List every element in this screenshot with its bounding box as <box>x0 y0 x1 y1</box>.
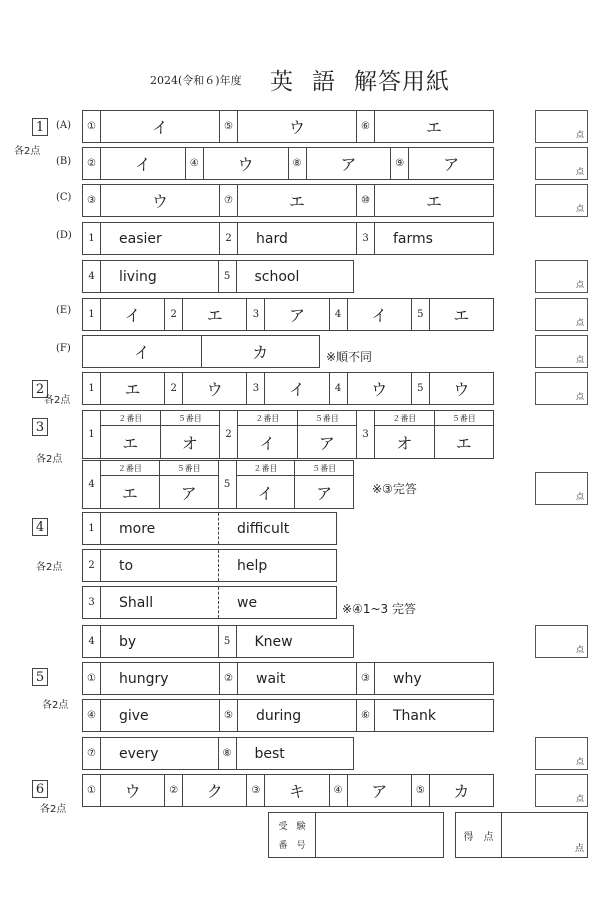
item-number: ② <box>83 148 101 179</box>
answer-value: イ <box>259 433 276 453</box>
answer-cell[interactable]: イ <box>101 148 186 179</box>
answer-cell[interactable]: ア <box>443 155 460 174</box>
answer-cell[interactable]: イ <box>101 111 220 142</box>
part-label: (F) <box>56 343 71 354</box>
answer-cell[interactable]: ウ <box>183 373 247 404</box>
header-2nd: ２番目 <box>375 411 434 426</box>
item-number: 3 <box>247 373 265 404</box>
answer-cell[interactable]: during <box>238 700 357 731</box>
answer-cell[interactable]: difficult <box>237 520 290 537</box>
item-number: 5 <box>412 373 430 404</box>
note: ※順不同 <box>326 350 373 364</box>
item-number: 3 <box>247 299 265 330</box>
item-number: ② <box>220 663 238 694</box>
answer-cell[interactable]: give <box>101 700 220 731</box>
score-unit: 点 <box>576 492 584 501</box>
answer-cell[interactable]: school <box>254 268 300 285</box>
answer-cell[interactable]: wait <box>238 663 357 694</box>
points-note: 各2点 <box>36 454 63 465</box>
question-number: 5 <box>32 668 48 686</box>
answer-row <box>82 298 494 331</box>
title-part: 英 <box>270 69 294 95</box>
note: ※④1~3 完答 <box>342 602 416 616</box>
answer-cell[interactable]: Shall <box>101 587 219 618</box>
answer-cell[interactable]: why <box>393 670 422 687</box>
answer-row <box>82 147 494 180</box>
item-number: ⑤ <box>412 775 430 806</box>
answer-cell[interactable]: hungry <box>101 663 220 694</box>
answer-value: オ <box>181 433 198 453</box>
answer-cell[interactable]: ウ <box>204 148 289 179</box>
header-2nd: ２番目 <box>101 461 159 476</box>
answer-value: エ <box>121 483 138 503</box>
item-number: ③ <box>83 185 101 216</box>
answer-cell[interactable]: イ <box>83 336 202 367</box>
answer-row <box>82 184 494 217</box>
points-note: 各2点 <box>36 562 63 573</box>
item-number: ③ <box>247 775 265 806</box>
item-number: 2 <box>220 223 238 254</box>
title-part: 解答用紙 <box>354 69 450 95</box>
score-unit: 点 <box>576 318 584 327</box>
reorder-row <box>82 410 494 459</box>
exam-number-input[interactable] <box>316 813 443 857</box>
item-number: ⑥ <box>357 111 375 142</box>
score-unit: 点 <box>576 280 584 289</box>
answer-cell[interactable]: best <box>254 745 285 762</box>
item-number: 1 <box>83 411 101 458</box>
question-number: 3 <box>32 418 48 436</box>
answer-cell[interactable]: イ <box>101 299 165 330</box>
item-number: 2 <box>165 299 183 330</box>
item-number: 4 <box>83 461 101 508</box>
score-box[interactable] <box>535 298 588 331</box>
score-box[interactable] <box>535 184 588 217</box>
question-number: 2 <box>32 380 48 398</box>
answer-cell[interactable]: ウ <box>101 775 165 806</box>
answer-cell-2nd[interactable] <box>101 411 161 458</box>
answer-cell[interactable]: we <box>237 594 258 611</box>
answer-row <box>82 260 354 293</box>
answer-cell[interactable]: easier <box>101 223 220 254</box>
exam-number-label-1: 受 験 <box>278 822 306 832</box>
part-label: (C) <box>56 192 72 203</box>
part-label: (E) <box>56 305 72 316</box>
item-number: 3 <box>357 223 375 254</box>
item-number: 5 <box>412 299 430 330</box>
answer-cell[interactable]: ク <box>183 775 247 806</box>
answer-cell-5th[interactable] <box>160 461 219 508</box>
item-number: 1 <box>83 373 101 404</box>
answer-cell[interactable]: エ <box>183 299 247 330</box>
answer-cell[interactable]: エ <box>425 118 442 137</box>
part-label: (B) <box>56 156 72 167</box>
note: ※③完答 <box>372 482 417 496</box>
question-number: 4 <box>32 518 48 536</box>
item-number: ⑥ <box>357 700 375 731</box>
score-box[interactable] <box>535 147 588 180</box>
item-number: 2 <box>220 411 238 458</box>
answer-cell[interactable]: エ <box>425 192 442 211</box>
answer-cell[interactable]: ウ <box>238 111 357 142</box>
item-number: ⑧ <box>219 738 237 769</box>
score-box[interactable] <box>535 110 588 143</box>
score-unit: 点 <box>576 204 584 213</box>
answer-value: オ <box>396 433 413 453</box>
total-score-input[interactable] <box>502 813 587 857</box>
item-number: ⑦ <box>220 185 238 216</box>
item-number: 4 <box>330 299 348 330</box>
answer-cell-5th[interactable] <box>295 461 353 508</box>
item-number: ⑤ <box>220 111 238 142</box>
item-number: ⑧ <box>289 148 307 179</box>
answer-cell[interactable]: every <box>101 738 219 769</box>
header-2nd: ２番目 <box>101 411 160 426</box>
score-box[interactable] <box>535 737 588 770</box>
score-unit: 点 <box>576 130 584 139</box>
answer-cell-2nd[interactable] <box>101 461 160 508</box>
title-part: 語 <box>312 69 336 95</box>
item-number: ⑩ <box>357 185 375 216</box>
header-5th: ５番目 <box>160 461 218 476</box>
answer-row <box>82 549 337 582</box>
item-number: 5 <box>219 626 237 657</box>
answer-cell-5th[interactable] <box>161 411 221 458</box>
item-number: ① <box>83 775 101 806</box>
answer-cell[interactable]: エ <box>238 185 357 216</box>
answer-row <box>82 662 494 695</box>
item-number: ⑤ <box>220 700 238 731</box>
question-number: 1 <box>32 118 48 136</box>
answer-cell[interactable]: more <box>101 513 219 544</box>
score-unit: 点 <box>576 794 584 803</box>
total-score-unit: 点 <box>574 844 584 854</box>
answer-row <box>82 699 494 732</box>
item-number: 2 <box>165 373 183 404</box>
item-number: ④ <box>83 700 101 731</box>
item-number: 3 <box>357 411 375 458</box>
answer-cell[interactable]: Knew <box>254 633 293 650</box>
page-title <box>270 63 468 96</box>
answer-row <box>82 774 494 807</box>
answer-cell[interactable]: farms <box>393 230 433 247</box>
answer-row <box>82 335 320 368</box>
header-5th: ５番目 <box>435 411 494 426</box>
answer-row <box>82 110 494 143</box>
answer-cell[interactable]: イ <box>348 299 412 330</box>
item-number: 4 <box>83 626 101 657</box>
answer-row <box>82 512 337 545</box>
answer-cell[interactable]: hard <box>238 223 357 254</box>
exam-number-label <box>269 813 316 857</box>
header-2nd: ２番目 <box>238 411 297 426</box>
answer-cell-2nd[interactable] <box>375 411 435 458</box>
answer-cell[interactable]: living <box>101 261 219 292</box>
answer-cell[interactable]: ウ <box>348 373 412 404</box>
answer-cell-5th[interactable] <box>435 411 494 458</box>
answer-cell[interactable]: エ <box>101 373 165 404</box>
answer-value: ア <box>316 483 333 503</box>
item-number: ① <box>83 663 101 694</box>
item-number: 4 <box>83 261 101 292</box>
item-number: 4 <box>330 373 348 404</box>
answer-cell[interactable]: ウ <box>453 380 470 399</box>
points-note: 各2点 <box>44 395 71 406</box>
answer-cell[interactable]: help <box>237 557 268 574</box>
item-number: ② <box>165 775 183 806</box>
score-unit: 点 <box>576 757 584 766</box>
answer-value: イ <box>257 483 274 503</box>
points-note: 各2点 <box>40 804 67 815</box>
score-unit: 点 <box>576 355 584 364</box>
answer-cell[interactable]: カ <box>453 782 470 801</box>
answer-cell[interactable]: カ <box>252 343 269 362</box>
answer-row <box>82 625 354 658</box>
total-score-box <box>455 812 588 858</box>
answer-cell[interactable]: キ <box>265 775 329 806</box>
answer-row <box>82 586 337 619</box>
score-unit: 点 <box>576 167 584 176</box>
header-5th: ５番目 <box>295 461 353 476</box>
header-5th: ５番目 <box>161 411 220 426</box>
item-number: ④ <box>186 148 204 179</box>
item-number: 1 <box>83 513 101 544</box>
item-number: ⑦ <box>83 738 101 769</box>
header-year: 2024(令和６)年度 <box>150 74 242 87</box>
points-note: 各2点 <box>42 700 69 711</box>
answer-cell-5th[interactable] <box>298 411 358 458</box>
points-note: 各2点 <box>14 146 41 157</box>
score-box[interactable] <box>535 335 588 368</box>
answer-row <box>82 737 354 770</box>
score-box[interactable] <box>535 625 588 658</box>
score-box[interactable] <box>535 774 588 807</box>
item-number: 3 <box>83 587 101 618</box>
answer-row <box>82 372 494 405</box>
answer-cell[interactable]: イ <box>265 373 329 404</box>
answer-cell[interactable]: ア <box>307 148 392 179</box>
item-number: ③ <box>357 663 375 694</box>
answer-cell[interactable]: ア <box>348 775 412 806</box>
score-box[interactable] <box>535 260 588 293</box>
header-5th: ５番目 <box>298 411 357 426</box>
exam-number-box <box>268 812 444 858</box>
part-label: (D) <box>56 230 72 241</box>
answer-cell[interactable]: ア <box>265 299 329 330</box>
part-label: (A) <box>56 120 72 131</box>
question-number: 6 <box>32 780 48 798</box>
answer-cell[interactable]: エ <box>453 306 470 325</box>
item-number: 5 <box>219 261 237 292</box>
answer-value: ア <box>180 483 197 503</box>
answer-cell[interactable]: ウ <box>101 185 220 216</box>
answer-cell[interactable]: by <box>101 626 219 657</box>
answer-cell[interactable]: to <box>101 550 219 581</box>
answer-value: エ <box>455 433 472 453</box>
item-number: 5 <box>219 461 237 508</box>
item-number: ④ <box>330 775 348 806</box>
score-box[interactable] <box>535 472 588 505</box>
answer-row <box>82 222 494 255</box>
answer-cell[interactable]: Thank <box>393 707 436 724</box>
answer-cell-2nd[interactable] <box>238 411 298 458</box>
total-score-label: 得 点 <box>456 813 502 857</box>
score-unit: 点 <box>576 392 584 401</box>
item-number: 2 <box>83 550 101 581</box>
answer-value: エ <box>122 433 139 453</box>
answer-cell-2nd[interactable] <box>237 461 296 508</box>
item-number: 1 <box>83 223 101 254</box>
item-number: 1 <box>83 299 101 330</box>
item-number: ① <box>83 111 101 142</box>
item-number: ⑨ <box>391 148 409 179</box>
score-unit: 点 <box>576 645 584 654</box>
exam-number-label-2: 番 号 <box>278 841 306 851</box>
header-2nd: ２番目 <box>237 461 295 476</box>
score-box[interactable] <box>535 372 588 405</box>
reorder-row <box>82 460 354 509</box>
answer-value: ア <box>318 433 335 453</box>
